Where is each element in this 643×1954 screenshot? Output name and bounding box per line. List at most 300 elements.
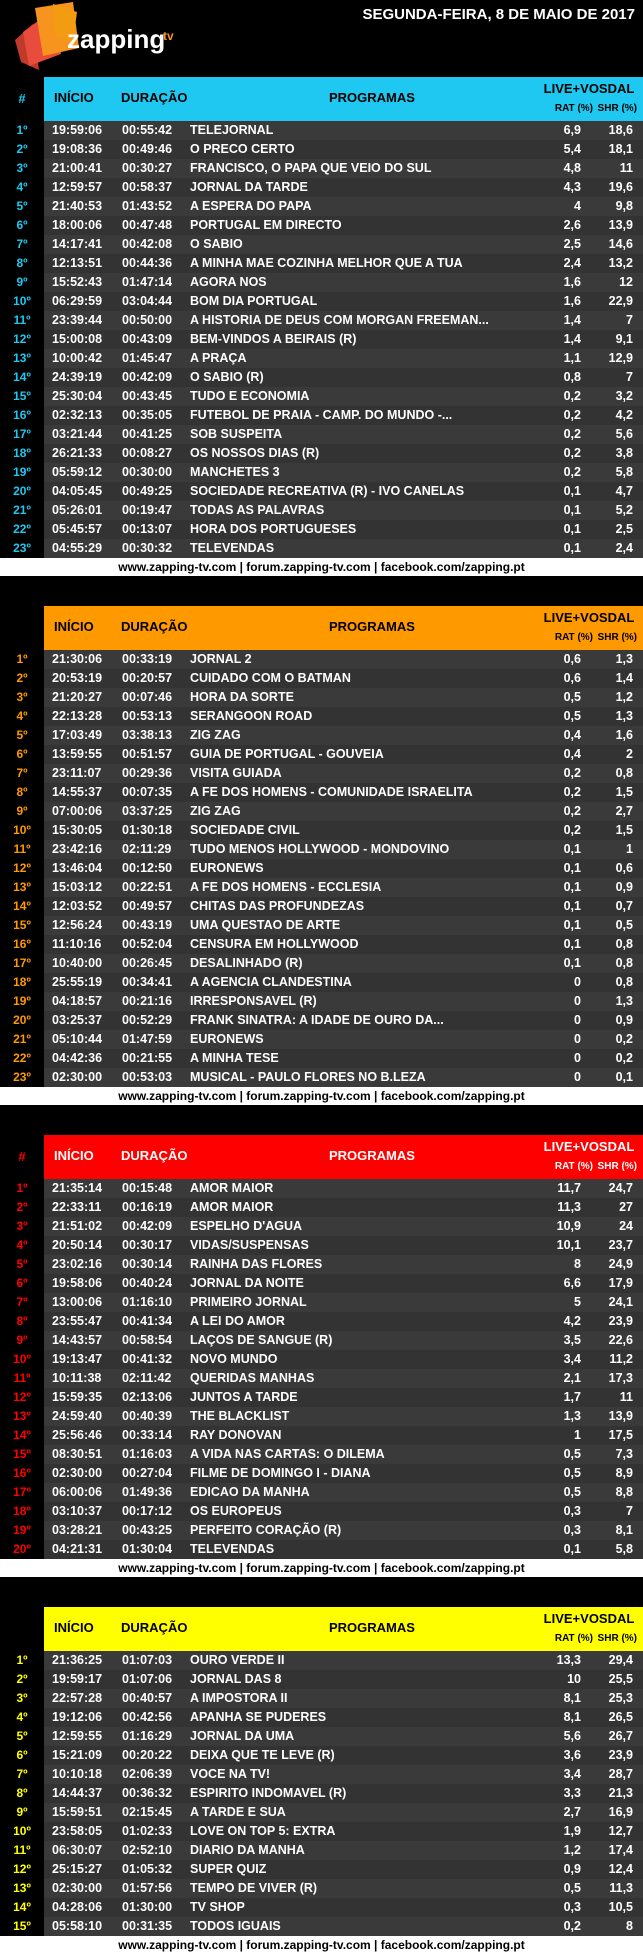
duration-cell: 00:30:00 bbox=[122, 465, 173, 479]
program-name-cell: RAY DONOVAN bbox=[190, 1428, 282, 1442]
rating-cell: 1,7 bbox=[563, 1390, 581, 1404]
share-cell: 22,6 bbox=[608, 1333, 633, 1347]
rank-cell: 2º bbox=[0, 669, 44, 688]
rating-cell: 5 bbox=[574, 1295, 581, 1309]
share-cell: 1,3 bbox=[615, 652, 633, 666]
table-row bbox=[0, 178, 643, 197]
share-cell: 13,2 bbox=[608, 256, 633, 270]
table-row bbox=[0, 1521, 643, 1540]
channel-section-rtp1 bbox=[0, 77, 643, 576]
table-row bbox=[0, 520, 643, 539]
table-row bbox=[0, 1293, 643, 1312]
program-name-cell: TELEJORNAL bbox=[190, 123, 274, 137]
program-name-cell: GUIA DE PORTUGAL - GOUVEIA bbox=[190, 747, 384, 761]
program-name-cell: VISITA GUIADA bbox=[190, 766, 282, 780]
duration-cell: 00:58:54 bbox=[122, 1333, 173, 1347]
rating-cell: 0,1 bbox=[563, 503, 581, 517]
rank-cell: 8º bbox=[0, 1784, 44, 1803]
program-name-cell: A LEI DO AMOR bbox=[190, 1314, 285, 1328]
rank-cell: 13º bbox=[0, 349, 44, 368]
rank-cell: 15º bbox=[0, 1917, 44, 1936]
duration-cell: 00:30:27 bbox=[122, 161, 173, 175]
share-cell: 1 bbox=[626, 842, 633, 856]
table-row bbox=[0, 1179, 643, 1198]
share-cell: 2,5 bbox=[615, 522, 633, 536]
share-cell: 25,5 bbox=[608, 1672, 633, 1686]
table-row bbox=[0, 821, 643, 840]
rating-cell: 0,4 bbox=[563, 747, 581, 761]
program-name-cell: JUNTOS A TARDE bbox=[190, 1390, 298, 1404]
table-row bbox=[0, 840, 643, 859]
rank-cell: 13º bbox=[0, 878, 44, 897]
duration-cell: 00:53:03 bbox=[122, 1070, 173, 1084]
start-column-header: INÍCIO bbox=[54, 90, 94, 105]
table-row bbox=[0, 1217, 643, 1236]
program-name-cell: FUTEBOL DE PRAIA - CAMP. DO MUNDO -... bbox=[190, 408, 453, 422]
program-name-cell: RAINHA DAS FLORES bbox=[190, 1257, 323, 1271]
rating-cell: 0,6 bbox=[563, 671, 581, 685]
start-time-cell: 25:55:19 bbox=[52, 975, 103, 989]
duration-cell: 00:51:57 bbox=[122, 747, 173, 761]
duration-column-header: DURAÇÃO bbox=[121, 1620, 188, 1635]
table-row bbox=[0, 349, 643, 368]
program-name-cell: MANCHETES 3 bbox=[190, 465, 280, 479]
share-cell: 18,6 bbox=[608, 123, 633, 137]
start-time-cell: 06:30:07 bbox=[52, 1843, 103, 1857]
table-row bbox=[0, 1708, 643, 1727]
start-time-cell: 12:56:24 bbox=[52, 918, 103, 932]
duration-cell: 00:41:25 bbox=[122, 427, 173, 441]
broadcast-date: SEGUNDA-FEIRA, 8 DE MAIO DE 2017 bbox=[362, 6, 635, 23]
share-cell: 1,3 bbox=[615, 709, 633, 723]
start-column-header: INÍCIO bbox=[54, 619, 94, 634]
table-row bbox=[0, 707, 643, 726]
rating-cell: 2,7 bbox=[563, 1805, 581, 1819]
table-row bbox=[0, 1426, 643, 1445]
share-cell: 12,7 bbox=[608, 1824, 633, 1838]
start-time-cell: 12:13:51 bbox=[52, 256, 103, 270]
table-row bbox=[0, 1651, 643, 1670]
share-cell: 1,5 bbox=[615, 823, 633, 837]
table-row bbox=[0, 935, 643, 954]
duration-cell: 00:49:57 bbox=[122, 899, 173, 913]
channel-section-rtp2 bbox=[0, 606, 643, 1105]
rank-cell: 22º bbox=[0, 520, 44, 539]
start-time-cell: 26:21:33 bbox=[52, 446, 103, 460]
share-cell: 9,1 bbox=[615, 332, 633, 346]
start-time-cell: 19:12:06 bbox=[52, 1710, 103, 1724]
rank-cell: 19º bbox=[0, 992, 44, 1011]
program-name-cell: TUDO MENOS HOLLYWOOD - MONDOVINO bbox=[190, 842, 450, 856]
rating-cell: 11,3 bbox=[557, 1200, 581, 1214]
table-row bbox=[0, 1331, 643, 1350]
share-cell: 8,8 bbox=[615, 1485, 633, 1499]
rating-cell: 1 bbox=[574, 1428, 581, 1442]
table-row bbox=[0, 311, 643, 330]
duration-cell: 00:42:09 bbox=[122, 1219, 173, 1233]
start-column-header: INÍCIO bbox=[54, 1620, 94, 1635]
rating-cell: 0,5 bbox=[563, 1466, 581, 1480]
program-name-cell: O SABIO bbox=[190, 237, 243, 251]
rank-cell: 17º bbox=[0, 1483, 44, 1502]
rank-cell: 7º bbox=[0, 1765, 44, 1784]
program-name-cell: DEIXA QUE TE LEVE (R) bbox=[190, 1748, 335, 1762]
rank-cell: 18º bbox=[0, 973, 44, 992]
duration-cell: 00:58:37 bbox=[122, 180, 173, 194]
rating-column-header: RAT (%) bbox=[554, 103, 593, 114]
rank-cell: 12º bbox=[0, 859, 44, 878]
rating-cell: 1,2 bbox=[563, 1843, 581, 1857]
share-cell: 2 bbox=[626, 747, 633, 761]
table-row bbox=[0, 121, 643, 140]
rank-cell: 7º bbox=[0, 764, 44, 783]
rank-cell: 6º bbox=[0, 745, 44, 764]
rating-cell: 1,6 bbox=[563, 294, 581, 308]
start-time-cell: 10:10:18 bbox=[52, 1767, 103, 1781]
share-cell: 0,8 bbox=[615, 766, 633, 780]
rank-cell: 9º bbox=[0, 1803, 44, 1822]
start-time-cell: 15:30:05 bbox=[52, 823, 103, 837]
program-name-cell: O SABIO (R) bbox=[190, 370, 264, 384]
rank-cell: 1º bbox=[0, 1651, 44, 1670]
program-name-cell: A TARDE E SUA bbox=[190, 1805, 286, 1819]
table-row bbox=[0, 368, 643, 387]
rating-cell: 11,7 bbox=[557, 1181, 581, 1195]
rating-cell: 0,2 bbox=[563, 823, 581, 837]
rank-cell: 20º bbox=[0, 1011, 44, 1030]
rank-cell: 8º bbox=[0, 783, 44, 802]
rank-cell: 13º bbox=[0, 1879, 44, 1898]
ratings-table bbox=[0, 1179, 643, 1559]
live-vosdal-header: LIVE+VOSDAL bbox=[543, 1611, 635, 1626]
start-time-cell: 10:40:00 bbox=[52, 956, 103, 970]
table-row bbox=[0, 726, 643, 745]
share-cell: 5,2 bbox=[615, 503, 633, 517]
rank-cell: 13º bbox=[0, 1407, 44, 1426]
share-cell: 17,9 bbox=[608, 1276, 633, 1290]
start-time-cell: 24:39:19 bbox=[52, 370, 103, 384]
table-row bbox=[0, 1784, 643, 1803]
rank-cell: 16º bbox=[0, 406, 44, 425]
rank-column-header: # bbox=[0, 1135, 44, 1179]
rating-cell: 0,2 bbox=[563, 785, 581, 799]
share-cell: 24,1 bbox=[608, 1295, 633, 1309]
rank-cell: 17º bbox=[0, 425, 44, 444]
duration-cell: 00:17:12 bbox=[122, 1504, 173, 1518]
duration-cell: 01:47:14 bbox=[122, 275, 173, 289]
share-cell: 28,7 bbox=[608, 1767, 633, 1781]
program-name-cell: DIARIO DA MANHA bbox=[190, 1843, 305, 1857]
share-cell: 0,8 bbox=[615, 975, 633, 989]
header-bar bbox=[44, 1607, 643, 1651]
duration-cell: 02:52:10 bbox=[122, 1843, 173, 1857]
start-time-cell: 10:11:38 bbox=[52, 1371, 102, 1385]
duration-column-header: DURAÇÃO bbox=[121, 619, 188, 634]
duration-cell: 00:49:25 bbox=[122, 484, 173, 498]
start-time-cell: 10:00:42 bbox=[52, 351, 103, 365]
section-gap bbox=[0, 1577, 643, 1607]
rating-column-header: RAT (%) bbox=[554, 1633, 593, 1644]
share-cell: 26,7 bbox=[608, 1729, 633, 1743]
start-time-cell: 15:59:35 bbox=[52, 1390, 103, 1404]
live-vosdal-header: LIVE+VOSDAL bbox=[543, 1139, 635, 1154]
duration-cell: 00:43:09 bbox=[122, 332, 173, 346]
share-cell: 29,4 bbox=[608, 1653, 633, 1667]
share-cell: 26,5 bbox=[608, 1710, 633, 1724]
start-time-cell: 07:00:06 bbox=[52, 804, 103, 818]
table-row bbox=[0, 878, 643, 897]
share-cell: 17,4 bbox=[608, 1843, 633, 1857]
rating-cell: 10,1 bbox=[556, 1238, 581, 1252]
rating-cell: 0,1 bbox=[563, 541, 581, 555]
program-name-cell: A HISTORIA DE DEUS COM MORGAN FREEMAN... bbox=[190, 313, 489, 327]
duration-cell: 00:07:46 bbox=[122, 690, 173, 704]
duration-cell: 02:06:39 bbox=[122, 1767, 173, 1781]
program-name-cell: EURONEWS bbox=[190, 861, 264, 875]
start-time-cell: 15:59:51 bbox=[52, 1805, 103, 1819]
start-time-cell: 18:00:06 bbox=[52, 218, 103, 232]
start-time-cell: 05:59:12 bbox=[52, 465, 103, 479]
table-row bbox=[0, 859, 643, 878]
rating-cell: 0,5 bbox=[563, 1881, 581, 1895]
start-time-cell: 13:59:55 bbox=[52, 747, 103, 761]
rank-cell: 14º bbox=[0, 1426, 44, 1445]
table-row bbox=[0, 1689, 643, 1708]
start-time-cell: 14:43:57 bbox=[52, 1333, 103, 1347]
rating-cell: 3,4 bbox=[563, 1352, 581, 1366]
program-name-cell: LAÇOS DE SANGUE (R) bbox=[190, 1333, 333, 1347]
share-cell: 0,8 bbox=[615, 937, 633, 951]
table-row bbox=[0, 1483, 643, 1502]
start-time-cell: 23:55:47 bbox=[52, 1314, 103, 1328]
rating-cell: 4,8 bbox=[563, 161, 581, 175]
footer-links: www.zapping-tv.com | forum.zapping-tv.com | facebook.com/zapping.pt bbox=[0, 1559, 643, 1577]
ratings-table bbox=[0, 1651, 643, 1936]
start-time-cell: 05:58:10 bbox=[52, 1919, 103, 1933]
table-row bbox=[0, 1407, 643, 1426]
duration-cell: 00:55:42 bbox=[122, 123, 173, 137]
share-cell: 1,2 bbox=[615, 690, 633, 704]
duration-cell: 00:22:51 bbox=[122, 880, 173, 894]
duration-cell: 01:43:52 bbox=[122, 199, 173, 213]
rank-cell: 3º bbox=[0, 688, 44, 707]
start-time-cell: 12:59:57 bbox=[52, 180, 103, 194]
program-name-cell: A FE DOS HOMENS - ECCLESIA bbox=[190, 880, 382, 894]
table-row bbox=[0, 1727, 643, 1746]
start-time-cell: 12:59:55 bbox=[52, 1729, 103, 1743]
rank-cell: 17º bbox=[0, 954, 44, 973]
section-gap bbox=[0, 576, 643, 606]
start-time-cell: 21:00:41 bbox=[52, 161, 103, 175]
program-name-cell: ZIG ZAG bbox=[190, 804, 241, 818]
program-name-cell: VOCE NA TV! bbox=[190, 1767, 271, 1781]
share-cell: 25,3 bbox=[608, 1691, 633, 1705]
start-time-cell: 15:00:08 bbox=[52, 332, 103, 346]
rank-cell: 14º bbox=[0, 1898, 44, 1917]
table-row bbox=[0, 1765, 643, 1784]
svg-text:tv: tv bbox=[163, 29, 174, 43]
channel-section-sic bbox=[0, 1135, 643, 1577]
table-row bbox=[0, 1860, 643, 1879]
rank-cell: 20º bbox=[0, 482, 44, 501]
rating-cell: 4,2 bbox=[563, 1314, 581, 1328]
rank-cell: 18º bbox=[0, 1502, 44, 1521]
table-row bbox=[0, 745, 643, 764]
duration-cell: 00:50:00 bbox=[122, 313, 173, 327]
rating-cell: 0 bbox=[574, 1013, 581, 1027]
rank-cell: 6º bbox=[0, 216, 44, 235]
duration-cell: 00:21:16 bbox=[122, 994, 173, 1008]
share-cell: 11,2 bbox=[609, 1352, 633, 1366]
program-name-cell: DESALINHADO (R) bbox=[190, 956, 303, 970]
rank-cell: 3º bbox=[0, 1217, 44, 1236]
start-time-cell: 21:35:14 bbox=[52, 1181, 103, 1195]
share-cell: 7 bbox=[626, 1504, 633, 1518]
program-name-cell: TELEVENDAS bbox=[190, 1542, 275, 1556]
program-name-cell: JORNAL 2 bbox=[190, 652, 252, 666]
share-cell: 8 bbox=[626, 1919, 633, 1933]
rank-cell: 4º bbox=[0, 707, 44, 726]
rank-cell: 8º bbox=[0, 1312, 44, 1331]
rating-cell: 0,5 bbox=[563, 709, 581, 723]
table-row bbox=[0, 197, 643, 216]
rank-cell: 19º bbox=[0, 1521, 44, 1540]
share-cell: 7,3 bbox=[615, 1447, 633, 1461]
start-time-cell: 21:20:27 bbox=[52, 690, 103, 704]
start-time-cell: 03:25:37 bbox=[52, 1013, 103, 1027]
program-name-cell: NOVO MUNDO bbox=[190, 1352, 278, 1366]
program-name-cell: A VIDA NAS CARTAS: O DILEMA bbox=[190, 1447, 385, 1461]
program-name-cell: A MINHA TESE bbox=[190, 1051, 279, 1065]
share-cell: 5,8 bbox=[615, 1542, 633, 1556]
rating-cell: 0,1 bbox=[563, 1542, 581, 1556]
table-row bbox=[0, 1540, 643, 1559]
share-cell: 0,5 bbox=[615, 918, 633, 932]
duration-cell: 00:44:36 bbox=[122, 256, 173, 270]
start-time-cell: 19:08:36 bbox=[52, 142, 103, 156]
table-row bbox=[0, 992, 643, 1011]
program-column-header: PROGRAMAS bbox=[329, 90, 415, 105]
program-column-header: PROGRAMAS bbox=[329, 619, 415, 634]
program-name-cell: TUDO E ECONOMIA bbox=[190, 389, 310, 403]
table-row bbox=[0, 1011, 643, 1030]
table-row bbox=[0, 501, 643, 520]
duration-cell: 01:05:32 bbox=[122, 1862, 173, 1876]
program-name-cell: HORA DOS PORTUGUESES bbox=[190, 522, 357, 536]
rating-cell: 4 bbox=[574, 199, 581, 213]
table-row bbox=[0, 425, 643, 444]
rating-cell: 1,9 bbox=[563, 1824, 581, 1838]
table-row bbox=[0, 482, 643, 501]
table-row bbox=[0, 273, 643, 292]
rating-cell: 0,9 bbox=[563, 1862, 581, 1876]
program-name-cell: A AGENCIA CLANDESTINA bbox=[190, 975, 352, 989]
rank-cell: 23º bbox=[0, 1068, 44, 1087]
rating-cell: 8,1 bbox=[563, 1710, 581, 1724]
start-time-cell: 04:21:31 bbox=[52, 1542, 103, 1556]
rank-cell: 4º bbox=[0, 178, 44, 197]
program-name-cell: TODAS AS PALAVRAS bbox=[190, 503, 325, 517]
program-name-cell: ZIG ZAG bbox=[190, 728, 241, 742]
start-time-cell: 23:02:16 bbox=[52, 1257, 103, 1271]
duration-cell: 01:49:36 bbox=[122, 1485, 173, 1499]
rating-cell: 1,1 bbox=[563, 351, 581, 365]
share-cell: 1,4 bbox=[615, 671, 633, 685]
footer-links: www.zapping-tv.com | forum.zapping-tv.com | facebook.com/zapping.pt bbox=[0, 1936, 643, 1954]
share-cell: 4,7 bbox=[615, 484, 633, 498]
start-time-cell: 21:40:53 bbox=[52, 199, 103, 213]
rank-cell: 12º bbox=[0, 1860, 44, 1879]
table-row bbox=[0, 1198, 643, 1217]
start-time-cell: 21:30:06 bbox=[52, 652, 103, 666]
table-header bbox=[0, 77, 643, 121]
duration-cell: 00:42:09 bbox=[122, 370, 173, 384]
duration-cell: 00:43:45 bbox=[122, 389, 173, 403]
table-row bbox=[0, 1670, 643, 1689]
rank-cell: 4º bbox=[0, 1708, 44, 1727]
rank-cell: 5º bbox=[0, 726, 44, 745]
table-row bbox=[0, 1917, 643, 1936]
rank-cell: 2º bbox=[0, 1670, 44, 1689]
start-time-cell: 23:11:07 bbox=[52, 766, 102, 780]
duration-cell: 00:43:25 bbox=[122, 1523, 173, 1537]
rating-cell: 0,2 bbox=[563, 427, 581, 441]
table-row bbox=[0, 802, 643, 821]
rating-cell: 1,4 bbox=[563, 332, 581, 346]
program-name-cell: SUPER QUIZ bbox=[190, 1862, 267, 1876]
program-name-cell: UMA QUESTAO DE ARTE bbox=[190, 918, 341, 932]
share-cell: 8,9 bbox=[615, 1466, 633, 1480]
rank-cell: 4º bbox=[0, 1236, 44, 1255]
program-name-cell: AMOR MAIOR bbox=[190, 1200, 274, 1214]
start-time-cell: 19:13:47 bbox=[52, 1352, 103, 1366]
start-column-header: INÍCIO bbox=[54, 1148, 94, 1163]
rating-cell: 5,4 bbox=[563, 142, 581, 156]
program-column-header: PROGRAMAS bbox=[329, 1148, 415, 1163]
table-row bbox=[0, 973, 643, 992]
zapping-logo bbox=[13, 2, 203, 74]
rating-cell: 1,4 bbox=[563, 313, 581, 327]
rating-cell: 0,2 bbox=[563, 446, 581, 460]
table-row bbox=[0, 330, 643, 349]
rating-cell: 0 bbox=[574, 1032, 581, 1046]
program-name-cell: PRIMEIRO JORNAL bbox=[190, 1295, 307, 1309]
duration-column-header: DURAÇÃO bbox=[121, 1148, 188, 1163]
rating-cell: 2,1 bbox=[563, 1371, 581, 1385]
table-row bbox=[0, 159, 643, 178]
share-cell: 4,2 bbox=[615, 408, 633, 422]
share-cell: 5,8 bbox=[615, 465, 633, 479]
share-column-header: SHR (%) bbox=[597, 632, 637, 643]
program-name-cell: CHITAS DAS PROFUNDEZAS bbox=[190, 899, 365, 913]
program-name-cell: A IMPOSTORA II bbox=[190, 1691, 288, 1705]
rating-column-header: RAT (%) bbox=[554, 1161, 593, 1172]
rank-cell: 11º bbox=[0, 311, 44, 330]
start-time-cell: 13:00:06 bbox=[52, 1295, 103, 1309]
start-time-cell: 02:30:00 bbox=[52, 1881, 103, 1895]
start-time-cell: 24:59:40 bbox=[52, 1409, 103, 1423]
share-cell: 2,4 bbox=[615, 541, 633, 555]
duration-cell: 00:47:48 bbox=[122, 218, 173, 232]
program-name-cell: AGORA NOS bbox=[190, 275, 267, 289]
program-name-cell: BOM DIA PORTUGAL bbox=[190, 294, 318, 308]
rating-cell: 0,1 bbox=[563, 861, 581, 875]
rating-cell: 0,8 bbox=[563, 370, 581, 384]
program-name-cell: CENSURA EM HOLLYWOOD bbox=[190, 937, 359, 951]
table-row bbox=[0, 1803, 643, 1822]
program-name-cell: TV SHOP bbox=[190, 1900, 245, 1914]
program-name-cell: CUIDADO COM O BATMAN bbox=[190, 671, 351, 685]
